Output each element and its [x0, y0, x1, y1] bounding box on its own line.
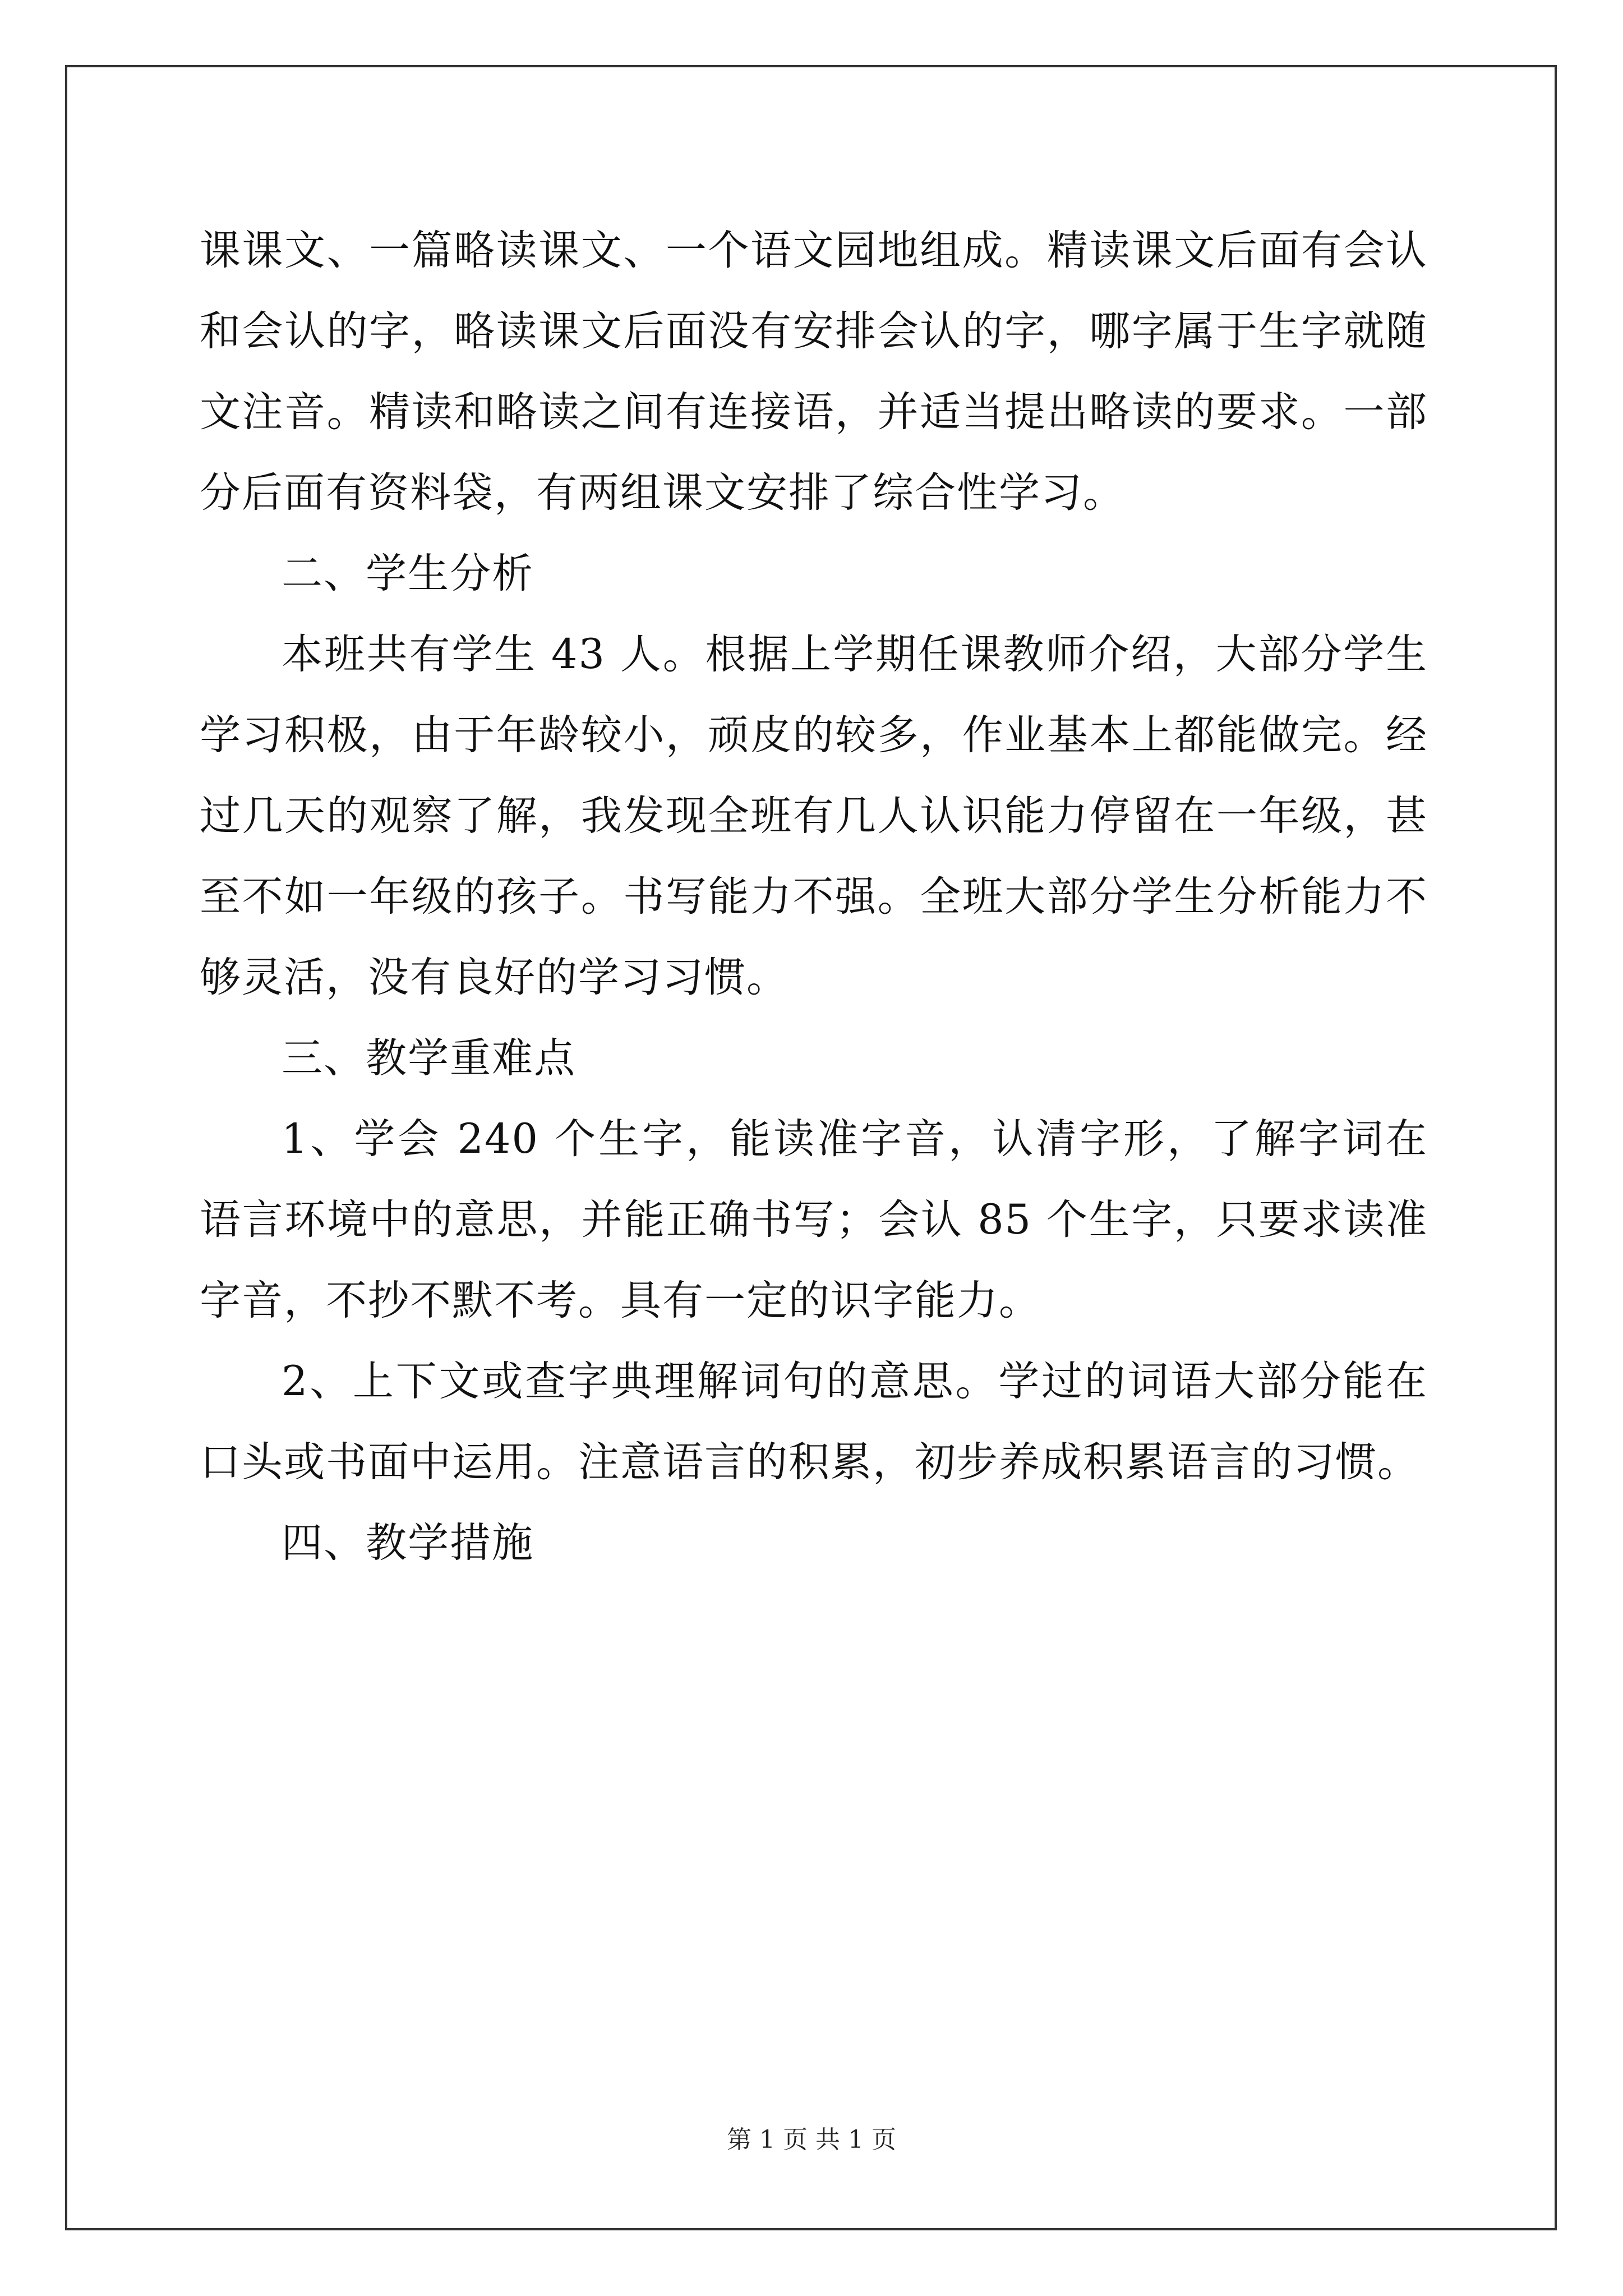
document-body — [200, 210, 1428, 1584]
paragraph-key-point-2: 2、上下文或查字典理解词句的意思。学过的词语大部分能在口头或书面中运用。注意语言的积累，初步养成积累语言的习惯。 — [200, 1358, 1428, 1486]
page-footer: 第 1 页 共 1 页 — [727, 2125, 896, 2154]
paragraph-student-analysis: 本班共有学生 43 人。根据上学期任课教师介绍，大部分学生学习积极，由于年龄较小，顽皮的较多，作业基本上都能做完。经过几天的观察了解，我发现全班有几人认识能力停留在一年级，甚至不如一年级的孩子。书写能力不强。全班大部分学生分析能力不够灵活，没有良好的学习习惯。 — [200, 631, 1428, 1001]
section-heading-measures: 四、教学措施 — [282, 1519, 534, 1567]
section-heading-student-analysis: 二、学生分析 — [282, 550, 534, 597]
paragraph-intro: 课课文、一篇略读课文、一个语文园地组成。精读课文后面有会认和会认的字，略读课文后面没有安排会认的字，哪字属于生字就随文注音。精读和略读之间有连接语，并适当提出略读的要求。一部分后面有资料袋，有两组课文安排了综合性学习。 — [200, 227, 1428, 517]
section-heading-key-points: 三、教学重难点 — [282, 1034, 576, 1082]
paragraph-key-point-1: 1、学会 240 个生字，能读准字音，认清字形，了解字词在语言环境中的意思，并能正确书写；会认 85 个生字，只要求读准字音，不抄不默不考。具有一定的识字能力。 — [200, 1115, 1428, 1324]
